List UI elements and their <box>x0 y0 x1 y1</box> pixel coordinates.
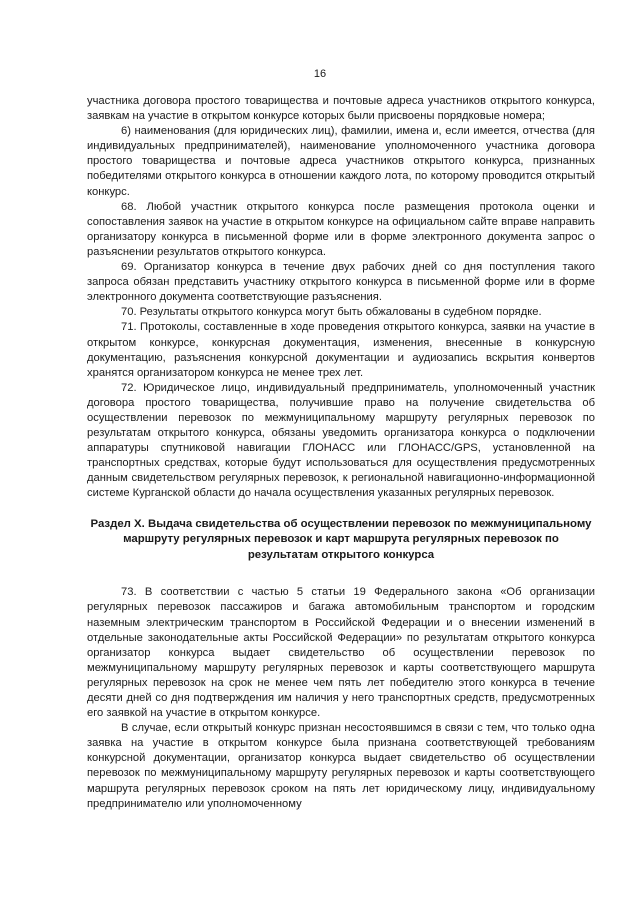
page-number: 16 <box>313 68 327 80</box>
paragraph-70: 70. Результаты открытого конкурса могут быть обжалованы в судебном порядке. <box>121 306 542 319</box>
section-heading: Раздел X. Выдача свидетельства об осуществлении перевозок по межмуниципальному маршруту регулярных перевозок и карт маршрута регулярных перевозок по результатам открытого конкурса <box>90 517 592 561</box>
paragraph-73-continuation: В случае, если открытый конкурс признан несостоявшимся в связи с тем, что только одна заявка на участие в открытом конкурсе была признана соответствующей требованиям конкурсной документации, организатор конкурса выдает свидетельство об осуществлении перевозок по межмуниципальному маршруту регулярных перевозок и карты соответствующего маршрута регулярных перевозок сроком на пять лет юридическому лицу, индивидуальному предпринимателю или уполномоченному <box>87 722 595 810</box>
paragraph-72: 72. Юридическое лицо, индивидуальный предприниматель, уполномоченный участник договора простого товарищества, получившие право на получение свидетельства об осуществлении перевозок по межмуниципальному маршруту регулярных перевозок по результатам открытого конкурса, обязаны уведомить организатора конкурса о подключении аппаратуры спутниковой навигации ГЛОНАСС или ГЛОНАСС/GPS, установленной на транспортных средствах, которые будут использоваться для осуществления предусмотренных данным свидетельством регулярных перевозок, к региональной навигационно-информационной системе Курганской области до начала осуществления указанных регулярных перевозок. <box>87 381 595 500</box>
paragraph-item-6: 6) наименования (для юридических лиц), фамилии, имена и, если имеется, отчества (для индивидуальных предпринимателей), наименование уполномоченного участника договора простого товарищества и почтовые адреса участников открытого конкурса, признанных победителями открытого конкурса в отношении каждого лота, по которому проводится открытый конкурс. <box>87 125 595 198</box>
paragraph-71: 71. Протоколы, составленные в ходе проведения открытого конкурса, заявки на участие в открытом конкурсе, конкурсная документация, изменения, внесенные в конкурсную документацию, разъяснения конкурсной документации и аудиозапись вскрытия конвертов хранятся организатором конкурса не менее трех лет. <box>87 321 595 379</box>
paragraph-73: 73. В соответствии с частью 5 статьи 19 Федерального закона «Об организации регулярных перевозок пассажиров и багажа автомобильным транспортом и городским наземным электрическим транспортом в Российской Федерации и о внесении изменений в отдельные законодательные акты Российской Федерации» по результатам открытого конкурса организатор конкурса выдает свидетельство об осуществлении перевозок по межмуниципальному маршруту регулярных перевозок и карты соответствующего маршрута регулярных перевозок на срок не менее чем пять лет победителю этого конкурса в течение десяти дней со дня подтверждения им наличия у него транспортных средств, предусмотренных его заявкой на участие в открытом конкурсе. <box>87 586 595 720</box>
document-body <box>87 94 595 812</box>
paragraph-continuation: участника договора простого товарищества и почтовые адреса участников открытого конкурса, заявкам на участие в открытом конкурсе которых были присвоены порядковые номера; <box>87 95 595 123</box>
paragraph-69: 69. Организатор конкурса в течение двух рабочих дней со дня поступления такого запроса обязан представить участнику открытого конкурса в письменной форме или в форме электронного документа соответствующие разъяснения. <box>87 261 595 304</box>
paragraph-68: 68. Любой участник открытого конкурса после размещения протокола оценки и сопоставления заявок на участие в открытом конкурсе на официальном сайте вправе направить организатору конкурса в письменной форме или в форме электронного документа запрос о разъяснении результатов открытого конкурса. <box>87 200 595 258</box>
